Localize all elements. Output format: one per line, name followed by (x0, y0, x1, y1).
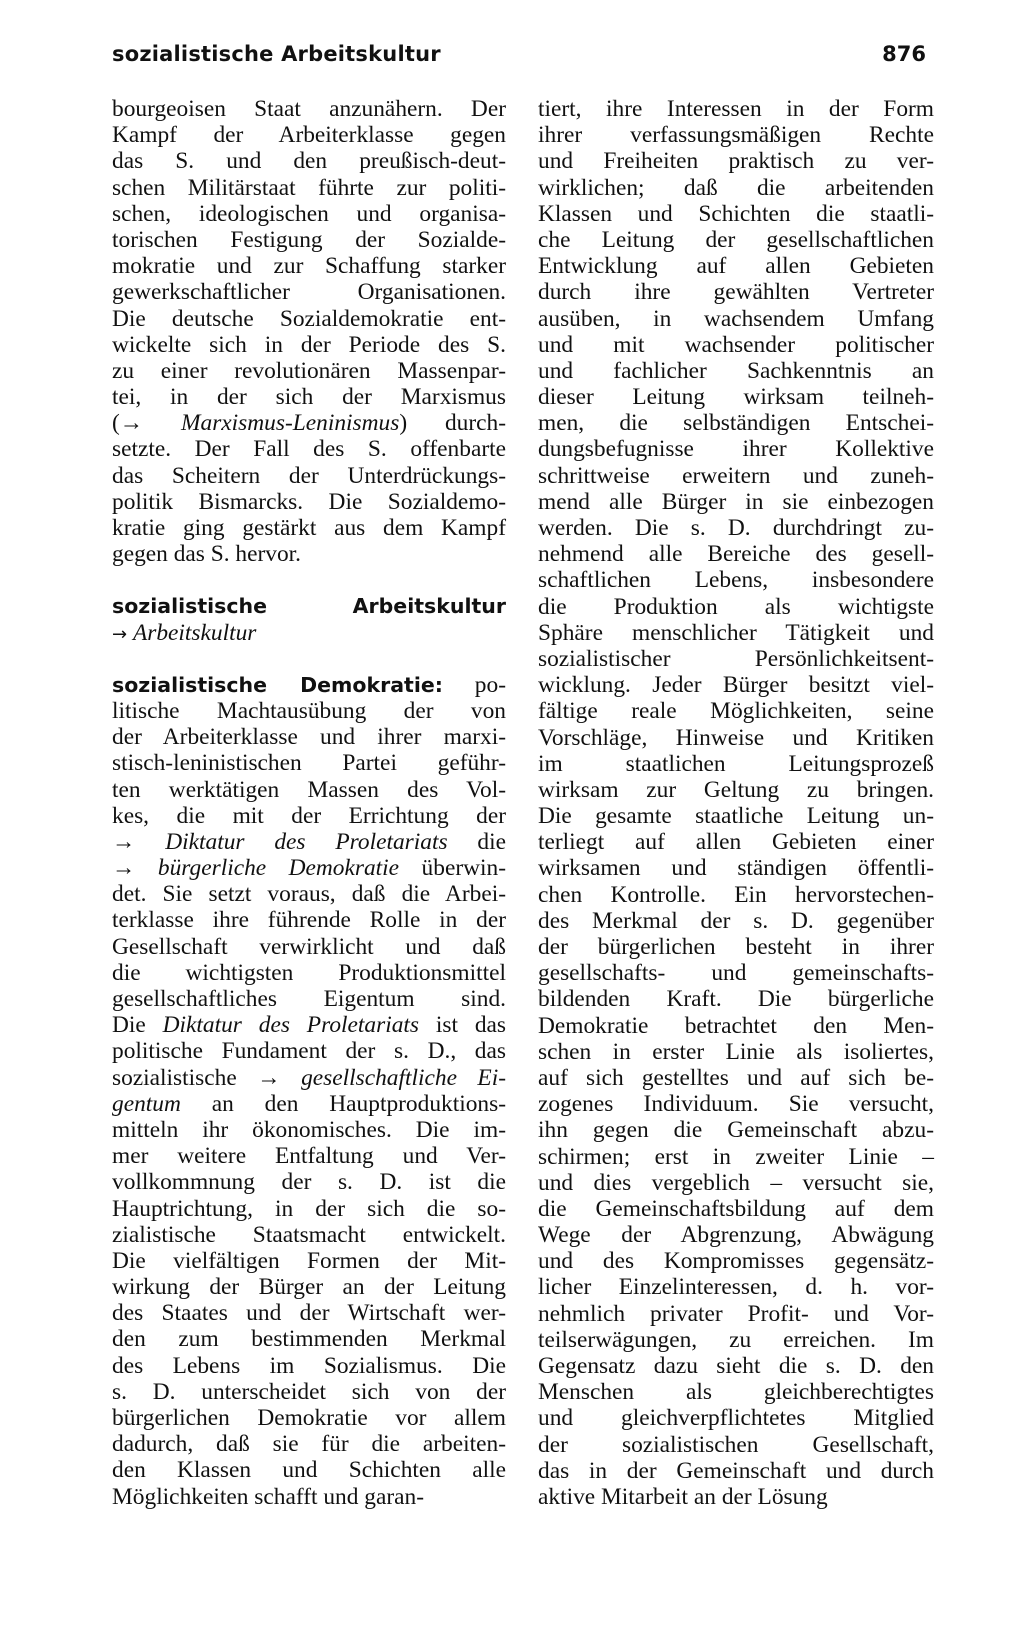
text-line: nehmlich privater Profit- und Vor- (538, 1300, 934, 1327)
text-line: mend alle Bürger in sie einbezogen (538, 488, 934, 515)
text-line: bildenden Kraft. Die bürgerliche (538, 986, 934, 1013)
text-line: und dies vergeblich – versucht sie, (538, 1169, 934, 1196)
text-line: des Merkmal der s. D. gegenüber (538, 907, 934, 934)
entry-first-text: po- (474, 671, 506, 698)
text-line: wirklichen; daß die arbeitenden (538, 174, 934, 201)
text-line: aktive Mitarbeit an der Lösung (538, 1483, 828, 1510)
text-line: wirkung der Bürger an der Leitung (112, 1274, 506, 1301)
cross-reference: gentum (112, 1090, 181, 1117)
text-line: tei, in der sich der Marxismus (112, 384, 506, 411)
text-line: schirmen; erst in zweiter Linie – (538, 1143, 934, 1170)
text-line: dadurch, daß sie für die arbeiten- (112, 1431, 506, 1458)
cross-reference: Diktatur des Proletariats (162, 1012, 419, 1039)
text-line: setzte. Der Fall des S. offenbarte (112, 436, 506, 463)
page-header (112, 42, 926, 82)
cross-reference: Diktatur des Proletariats (165, 828, 448, 855)
text-line: Menschen als gleichberechtigtes (538, 1379, 934, 1406)
text-line: sozialistischer Persönlichkeitsent- (538, 645, 934, 672)
text-line: stisch-leninistischen Partei geführ- (112, 750, 506, 777)
text-line: chen Kontrolle. Ein hervorstechen- (538, 881, 934, 908)
cross-reference: Marxismus-Leninismus (181, 410, 400, 437)
text-line: bürgerlichen Demokratie vor allem (112, 1405, 506, 1431)
text-line: Demokratie betrachtet den Men- (538, 1012, 934, 1039)
text-line: mer weitere Entfaltung und Ver- (112, 1143, 506, 1170)
text-line: ten werktätigen Massen des Vol- (112, 776, 506, 803)
text-line: bourgeoisen Staat anzunähern. Der (112, 96, 506, 122)
text-line: im staatlichen Leitungsprozeß (538, 750, 934, 777)
text-line: dieser Leitung wirksam teilneh- (538, 384, 934, 411)
text-line: vollkommnung der s. D. ist die (112, 1169, 506, 1196)
text-line: mokratie und zur Schaffung starker (112, 253, 506, 280)
text-line: ihn gegen die Gemeinschaft abzu- (538, 1117, 934, 1144)
left-column (112, 96, 506, 1510)
text-line: der Arbeiterklasse und ihrer marxi- (112, 724, 506, 751)
text-line: torischen Festigung der Sozialde- (112, 226, 506, 253)
text-line: gegen das S. hervor. (112, 541, 302, 568)
text-line: Vorschläge, Hinweise und Kritiken (538, 724, 934, 751)
text-line: der bürgerlichen besteht in ihrer (538, 934, 934, 960)
text-line: tiert, ihre Interessen in der Form (538, 96, 934, 122)
text-line: schen, ideologischen und organisa- (112, 200, 506, 227)
text-line: ausüben, in wachsendem Umfang (538, 305, 934, 332)
text-line: terklasse ihre führende Rolle in der (112, 907, 506, 934)
text-line: durch ihre gewählten Vertreter (538, 279, 934, 306)
paragraph-continuation (538, 96, 934, 1510)
text-line: kes, die mit der Errichtung der (112, 802, 506, 829)
text-line: (→ Marxismus-Leninismus) durch- (112, 410, 507, 437)
text-line: Klassen und Schichten die staatli- (538, 200, 934, 227)
cross-reference: bürgerliche Demokratie (157, 855, 400, 882)
text-line: men, die selbständigen Entschei- (538, 410, 934, 437)
text-line: kratie ging gestärkt aus dem Kampf (112, 515, 506, 541)
text-line: litische Machtausübung der von (112, 697, 506, 724)
cross-reference: Arbeitskultur (132, 619, 257, 646)
running-head: sozialistische Arbeitskultur (112, 42, 441, 66)
text-line: und fachlicher Sachkenntnis an (538, 357, 934, 384)
text-line: wicklung. Jeder Bürger besitzt viel- (538, 672, 934, 699)
text-line: dungsbefugnisse ihrer Kollektive (538, 436, 934, 463)
cross-reference-line (112, 620, 506, 646)
text-line: schaftlichen Lebens, insbesondere (538, 567, 934, 594)
arrow-right-icon: → (112, 623, 128, 645)
text-line: werden. Die s. D. durchdringt zu- (538, 515, 934, 541)
text-line: wirksamen und ständigen öffentli- (538, 855, 934, 882)
entry-sozialistische-demokratie (112, 672, 506, 1510)
text-line: sozialistische → gesellschaftliche Ei- (112, 1064, 506, 1091)
paragraph-continuation (112, 96, 506, 567)
text-line: teilserwägungen, zu erreichen. Im (538, 1326, 934, 1353)
text-line: das in der Gemeinschaft und durch (538, 1457, 934, 1484)
text-line: die Gemeinschaftsbildung auf dem (538, 1195, 934, 1222)
text-line: das Scheitern der Unterdrückungs- (112, 462, 506, 489)
entry-headword-line (112, 593, 506, 619)
entry-headword-part: Arbeitskultur (352, 594, 506, 619)
page-number: 876 (882, 42, 926, 66)
text-line: den Klassen und Schichten alle (112, 1457, 506, 1484)
text-line: ihrer verfassungsmäßigen Rechte (538, 122, 934, 149)
text-line: gesellschaftliches Eigentum sind. (112, 986, 506, 1012)
text-line: das S. und den preußisch-deut- (112, 148, 506, 175)
text-line: schen Militärstaat führte zur politi- (112, 174, 506, 201)
text-line: fältige reale Möglichkeiten, seine (538, 698, 934, 725)
text-line: gesellschafts- und gemeinschafts- (538, 960, 934, 987)
text-line: die wichtigsten Produktionsmittel (112, 959, 506, 986)
text-line: → Diktatur des Proletariats die (112, 828, 506, 855)
text-line: zogenes Individuum. Sie versucht, (538, 1091, 934, 1118)
text-line: Entwicklung auf allen Gebieten (538, 253, 934, 280)
text-line: nehmend alle Bereiche des gesell- (538, 541, 934, 568)
entry-headword: sozialistische Demokratie: (112, 672, 443, 697)
text-line: det. Sie setzt voraus, daß die Arbei- (112, 881, 506, 908)
text-line: den zum bestimmenden Merkmal (112, 1326, 506, 1353)
text-line: Sphäre menschlicher Tätigkeit und (538, 619, 934, 646)
text-line: zialistische Staatsmacht entwickelt. (112, 1221, 506, 1248)
text-line: che Leitung der gesellschaftlichen (538, 226, 934, 253)
text-line: und gleichverpflichtetes Mitglied (538, 1405, 934, 1432)
text-line: gentum an den Hauptproduktions- (112, 1090, 506, 1117)
text-line: → bürgerliche Demokratie überwin- (112, 855, 506, 882)
text-line: und mit wachsender politischer (538, 331, 934, 358)
text-line: Möglichkeiten schafft und garan- (112, 1483, 424, 1510)
text-line: Die deutsche Sozialdemokratie ent- (112, 305, 506, 332)
entry-first-line (112, 672, 506, 698)
text-line: Gesellschaft verwirklicht und daß (112, 933, 506, 960)
text-line: wirksam zur Geltung zu bringen. (538, 776, 934, 803)
text-line: auf sich gestelltes und auf sich be- (538, 1064, 934, 1091)
text-line: Wege der Abgrenzung, Abwägung (538, 1222, 934, 1249)
text-line: des Lebens im Sozialismus. Die (112, 1352, 506, 1379)
right-column (538, 96, 934, 1510)
text-line: politische Fundament der s. D., das (112, 1038, 506, 1065)
text-line: gewerkschaftlicher Organisationen. (112, 279, 506, 306)
text-line: die Produktion als wichtigste (538, 593, 934, 620)
text-line: zu einer revolutionären Massenpar- (112, 357, 506, 384)
text-line: Die vielfältigen Formen der Mit- (112, 1247, 506, 1274)
text-line: des Staates und der Wirtschaft wer- (112, 1300, 506, 1327)
text-line: Hauptrichtung, in der sich die so- (112, 1195, 506, 1222)
text-line: und Freiheiten praktisch zu ver- (538, 148, 934, 175)
text-line: Die Diktatur des Proletariats ist das (112, 1012, 506, 1039)
text-line: und des Kompromisses gegensätz- (538, 1248, 934, 1275)
text-line: schen in erster Linie als isoliertes, (538, 1038, 934, 1065)
entry-headword: sozialistische (112, 594, 268, 619)
entry-sozialistische-arbeitskultur (112, 593, 506, 645)
text-line: wickelte sich in der Periode des S. (112, 331, 506, 358)
text-line: schrittweise erweitern und zuneh- (538, 462, 934, 489)
text-line: s. D. unterscheidet sich von der (112, 1378, 506, 1405)
text-line: mitteln ihr ökonomisches. Die im- (112, 1116, 506, 1143)
text-line: Gegensatz dazu sieht die s. D. den (538, 1353, 934, 1379)
text-line: Die gesamte staatliche Leitung un- (538, 803, 934, 830)
cross-reference: gesellschaftliche Ei- (301, 1064, 506, 1091)
text-line: politik Bismarcks. Die Sozialdemo- (112, 488, 506, 515)
text-line: der sozialistischen Gesellschaft, (538, 1431, 934, 1458)
text-line: terliegt auf allen Gebieten einer (538, 829, 934, 856)
text-line: licher Einzelinteressen, d. h. vor- (538, 1274, 934, 1301)
text-line: Kampf der Arbeiterklasse gegen (112, 122, 506, 149)
